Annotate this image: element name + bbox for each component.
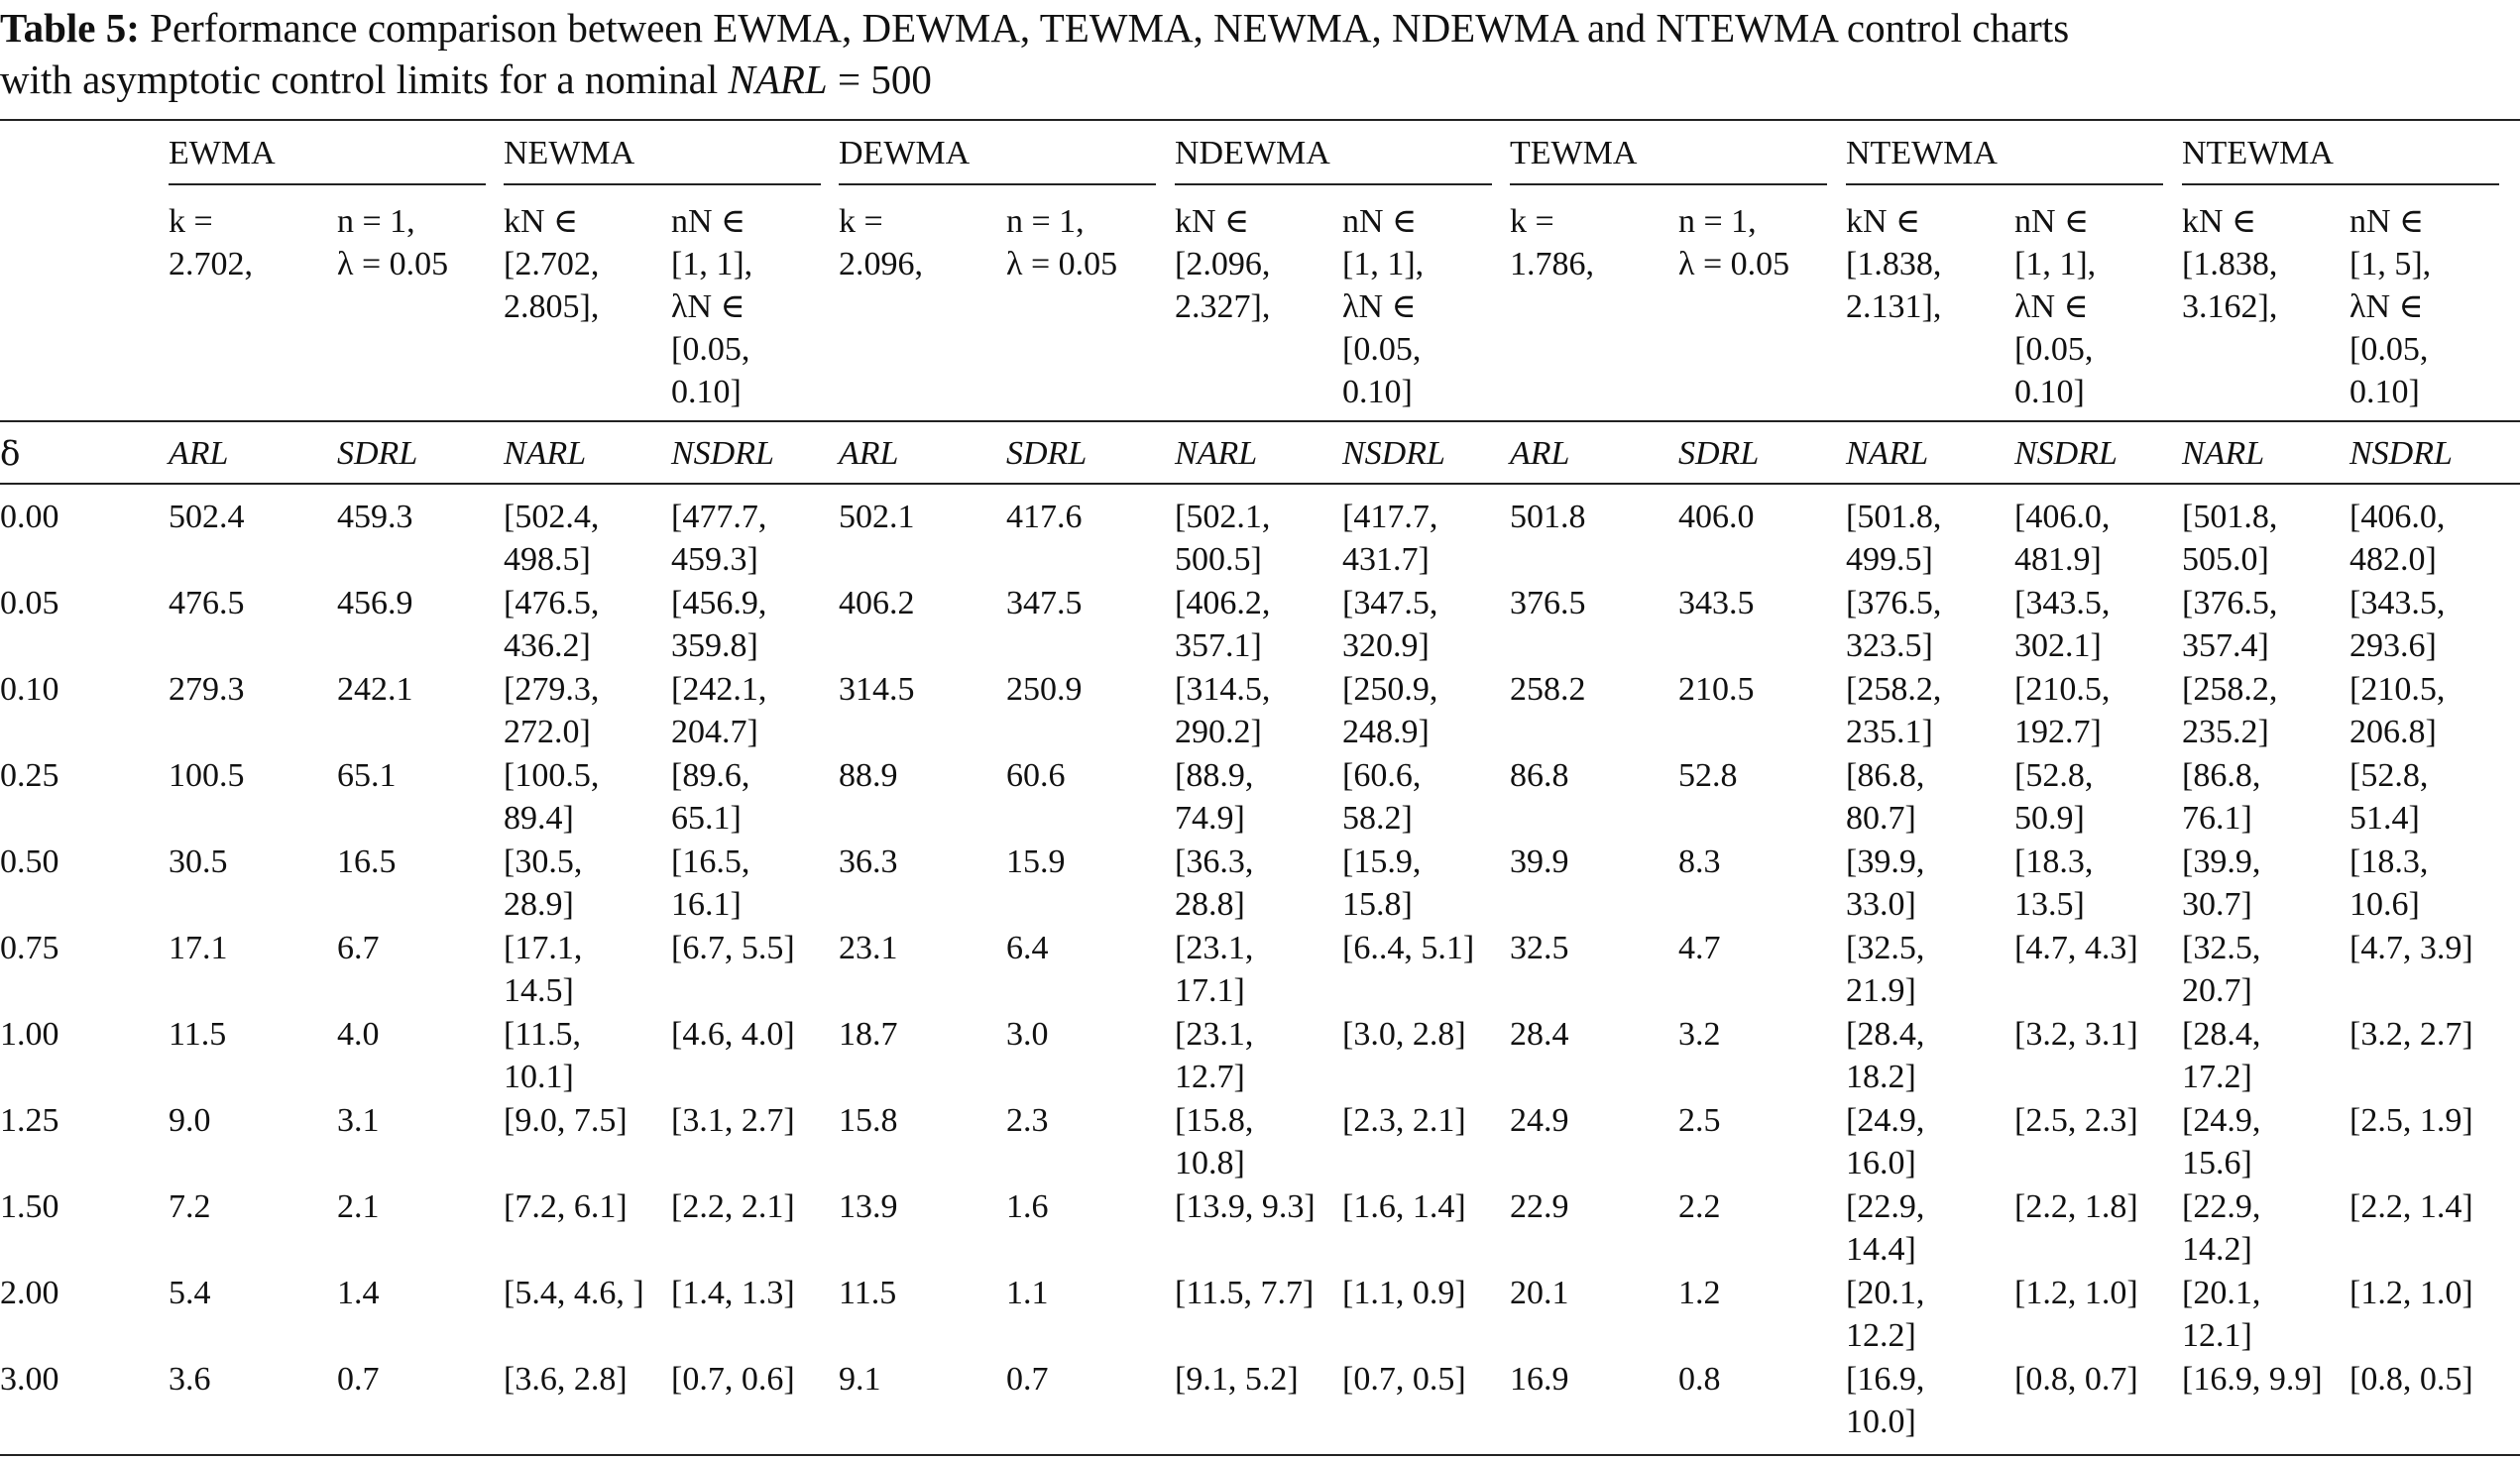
parameter-cell: nN ∈ [1, 1], λN ∈ [0.05, 0.10] [2014,203,2097,410]
parameter-cell: k = 2.096, [839,203,923,282]
table-cell: [9.1, 5.2] [1175,1361,1299,1398]
delta-cell: 0.00 [0,499,59,535]
table-cell: 17.1 [169,930,228,966]
delta-cell: 3.00 [0,1361,59,1398]
table-cell: 6.4 [1006,930,1049,966]
table-cell: [20.1, 12.1] [2182,1275,2261,1354]
table-cell: 15.8 [839,1102,898,1139]
table-cell: [52.8, 51.4] [2349,757,2429,837]
table-cell: 314.5 [839,671,915,708]
table-cell: [23.1, 17.1] [1175,930,1254,1009]
parameter-cell: kN ∈ [1.838, 2.131], [1846,203,1942,325]
table-cell: [0.7, 0.6] [671,1361,795,1398]
table-cell: [2.2, 1.4] [2349,1188,2473,1225]
table-cell: [3.1, 2.7] [671,1102,795,1139]
table-cell: 5.4 [169,1275,211,1311]
table-cell: [0.8, 0.5] [2349,1361,2473,1398]
table-cell: [2.3, 2.1] [1342,1102,1466,1139]
table-cell: [2.2, 2.1] [671,1188,795,1225]
table-cell: 100.5 [169,757,245,794]
table-cell: 3.0 [1006,1016,1049,1053]
table-cell: 52.8 [1678,757,1738,794]
table-cell: [3.0, 2.8] [1342,1016,1466,1053]
table-cell: 23.1 [839,930,898,966]
column-header: ARL [839,435,899,472]
table-cell: [258.2, 235.2] [2182,671,2278,750]
caption-text-3: = 500 [827,56,932,102]
table-cell: 210.5 [1678,671,1755,708]
table-cell: [3.2, 3.1] [2014,1016,2138,1053]
table-cell: [406.2, 357.1] [1175,585,1271,664]
table-cell: [476.5, 436.2] [504,585,600,664]
table-cell: 3.1 [337,1102,380,1139]
table-cell: [88.9, 74.9] [1175,757,1254,837]
table-cell: 60.6 [1006,757,1066,794]
table-cell: [23.1, 12.7] [1175,1016,1254,1095]
table-cell: 16.9 [1510,1361,1569,1398]
table-cell: 11.5 [839,1275,897,1311]
delta-cell: 2.00 [0,1275,59,1311]
table-cell: [501.8, 505.0] [2182,499,2278,578]
table-cell: 86.8 [1510,757,1569,794]
table-cell: [4.7, 4.3] [2014,930,2138,966]
table-cell: [60.6, 58.2] [1342,757,1422,837]
caption-text-2: with asymptotic control limits for a nominal [0,56,729,102]
table-cell: 20.1 [1510,1275,1569,1311]
table-cell: [16.9, 10.0] [1846,1361,1925,1440]
table-cell: [20.1, 12.2] [1846,1275,1925,1354]
table-cell: [9.0, 7.5] [504,1102,628,1139]
column-header: SDRL [1006,435,1088,472]
delta-cell: 1.25 [0,1102,59,1139]
parameter-cell: kN ∈ [2.702, 2.805], [504,203,600,325]
caption-line-2 [0,54,2508,105]
table-cell: 406.2 [839,585,915,621]
table-cell: 376.5 [1510,585,1586,621]
table-cell: [13.9, 9.3] [1175,1188,1316,1225]
table-cell: 9.1 [839,1361,881,1398]
table-cell: 11.5 [169,1016,227,1053]
parameter-cell: k = 1.786, [1510,203,1594,282]
table-cell: [314.5, 290.2] [1175,671,1271,750]
group-header: TEWMA [1510,135,1638,171]
table-cell: [2.5, 2.3] [2014,1102,2138,1139]
table-cell: 3.6 [169,1361,211,1398]
caption-line-1 [0,2,2508,54]
table-cell: [11.5, 7.7] [1175,1275,1315,1311]
table-cell: [376.5, 357.4] [2182,585,2278,664]
group-header: NTEWMA [2182,135,2334,171]
parameter-cell: kN ∈ [1.838, 3.162], [2182,203,2278,325]
delta-cell: 1.00 [0,1016,59,1053]
table-cell: 417.6 [1006,499,1083,535]
table-cell: [18.3, 10.6] [2349,843,2429,923]
table-cell: [24.9, 16.0] [1846,1102,1925,1181]
table-cell: 502.1 [839,499,915,535]
column-header: NSDRL [2014,435,2118,472]
table-cell: [1.6, 1.4] [1342,1188,1466,1225]
table-cell: [4.7, 3.9] [2349,930,2473,966]
group-underline [1175,183,1492,185]
table-cell: 459.3 [337,499,413,535]
parameter-cell: nN ∈ [1, 5], λN ∈ [0.05, 0.10] [2349,203,2432,410]
delta-cell: 0.75 [0,930,59,966]
table-cell: 2.5 [1678,1102,1721,1139]
table-cell: [24.9, 15.6] [2182,1102,2261,1181]
table-cell: [86.8, 80.7] [1846,757,1925,837]
table-cell: [7.2, 6.1] [504,1188,628,1225]
table-cell: [2.5, 1.9] [2349,1102,2473,1139]
group-header: NEWMA [504,135,635,171]
table-cell: [343.5, 293.6] [2349,585,2446,664]
table-cell: [343.5, 302.1] [2014,585,2111,664]
table-cell: [210.5, 206.8] [2349,671,2446,750]
table-cell: [36.3, 28.8] [1175,843,1254,923]
subheader-rule [0,483,2520,485]
bottom-rule [0,1454,2520,1456]
caption-text-1: Performance comparison between EWMA, DEWMA, TEWMA, NEWMA, NDEWMA and NTEWMA control charts [150,5,2070,51]
table-cell: [6..4, 5.1] [1342,930,1475,966]
table-cell: 16.5 [337,843,397,880]
table-cell: [1.4, 1.3] [671,1275,795,1311]
top-rule [0,119,2520,121]
delta-cell: 0.05 [0,585,59,621]
table-cell: 7.2 [169,1188,211,1225]
table-cell: [22.9, 14.4] [1846,1188,1925,1268]
table-cell: [501.8, 499.5] [1846,499,1942,578]
column-header: NSDRL [2349,435,2453,472]
table-cell: [502.4, 498.5] [504,499,600,578]
table-cell: [11.5, 10.1] [504,1016,582,1095]
delta-cell: 0.50 [0,843,59,880]
group-underline [169,183,486,185]
table-cell: 1.4 [337,1275,380,1311]
table-cell: [1.1, 0.9] [1342,1275,1466,1311]
table-cell: [347.5, 320.9] [1342,585,1438,664]
column-header: SDRL [337,435,418,472]
table-cell: 242.1 [337,671,413,708]
group-underline [2182,183,2499,185]
table-cell: 0.7 [1006,1361,1049,1398]
table-cell: [17.1, 14.5] [504,930,583,1009]
parameter-cell: nN ∈ [1, 1], λN ∈ [0.05, 0.10] [1342,203,1425,410]
table-cell: [22.9, 14.2] [2182,1188,2261,1268]
parameter-cell: nN ∈ [1, 1], λN ∈ [0.05, 0.10] [671,203,753,410]
table-cell: [456.9, 359.8] [671,585,767,664]
table-cell: 456.9 [337,585,413,621]
table-cell: 1.6 [1006,1188,1049,1225]
table-cell: 88.9 [839,757,898,794]
table-cell: [250.9, 248.9] [1342,671,1438,750]
table-cell: [279.3, 272.0] [504,671,600,750]
table-cell: 502.4 [169,499,245,535]
column-header: NARL [2182,435,2265,472]
table-cell: 4.7 [1678,930,1721,966]
table-cell: [100.5, 89.4] [504,757,600,837]
parameter-cell: k = 2.702, [169,203,253,282]
table-cell: [417.7, 431.7] [1342,499,1438,578]
caption-variable: NARL [728,56,828,102]
table-cell: [28.4, 18.2] [1846,1016,1925,1095]
column-header: NARL [1846,435,1929,472]
table-cell: [86.8, 76.1] [2182,757,2261,837]
delta-header: δ [0,434,21,474]
table-cell: [406.0, 482.0] [2349,499,2446,578]
table-cell: [406.0, 481.9] [2014,499,2111,578]
group-underline [839,183,1156,185]
table-cell: [32.5, 21.9] [1846,930,1925,1009]
table-cell: [15.9, 15.8] [1342,843,1422,923]
caption-label: Table 5: [0,5,140,51]
table-cell: [28.4, 17.2] [2182,1016,2261,1095]
column-header: NARL [1175,435,1258,472]
table-cell: 18.7 [839,1016,898,1053]
table-cell: 65.1 [337,757,397,794]
table-cell: 36.3 [839,843,898,880]
table-caption [0,2,2508,105]
table-cell: [3.2, 2.7] [2349,1016,2473,1053]
table-cell: 24.9 [1510,1102,1569,1139]
table-cell: [1.2, 1.0] [2349,1275,2473,1311]
column-header: NSDRL [671,435,774,472]
group-header: EWMA [169,135,276,171]
table-cell: 22.9 [1510,1188,1569,1225]
table-cell: [258.2, 235.1] [1846,671,1942,750]
delta-cell: 0.25 [0,757,59,794]
table-cell: 2.3 [1006,1102,1049,1139]
table-cell: [16.9, 9.9] [2182,1361,2323,1398]
parameter-cell: n = 1, λ = 0.05 [1006,203,1118,282]
table-cell: [30.5, 28.9] [504,843,583,923]
table-cell: [39.9, 33.0] [1846,843,1925,923]
table-cell: [2.2, 1.8] [2014,1188,2138,1225]
column-header: NSDRL [1342,435,1445,472]
table-cell: [1.2, 1.0] [2014,1275,2138,1311]
header-rule [0,420,2520,422]
table-cell: 279.3 [169,671,245,708]
table-cell: 258.2 [1510,671,1586,708]
group-header: DEWMA [839,135,971,171]
table-cell: [39.9, 30.7] [2182,843,2261,923]
table-cell: 2.1 [337,1188,380,1225]
table-cell: 406.0 [1678,499,1755,535]
table-cell: 9.0 [169,1102,211,1139]
group-header: NTEWMA [1846,135,1998,171]
column-header: ARL [1510,435,1570,472]
table-cell: [18.3, 13.5] [2014,843,2094,923]
table-cell: 0.8 [1678,1361,1721,1398]
column-header: ARL [169,435,229,472]
table-cell: 13.9 [839,1188,898,1225]
table-cell: 250.9 [1006,671,1083,708]
group-underline [504,183,821,185]
table-cell: 6.7 [337,930,380,966]
table-cell: 2.2 [1678,1188,1721,1225]
table-cell: 1.1 [1006,1275,1049,1311]
table-cell: [32.5, 20.7] [2182,930,2261,1009]
table-cell: [15.8, 10.8] [1175,1102,1254,1181]
table-cell: [52.8, 50.9] [2014,757,2094,837]
column-header: NARL [504,435,587,472]
group-underline [1510,183,1827,185]
table-cell: [5.4, 4.6, ] [504,1275,644,1311]
table-cell: [210.5, 192.7] [2014,671,2111,750]
table-cell: 476.5 [169,585,245,621]
table-cell: [477.7, 459.3] [671,499,767,578]
table-cell: 501.8 [1510,499,1586,535]
table-cell: [3.6, 2.8] [504,1361,628,1398]
table-cell: 347.5 [1006,585,1083,621]
table-cell: 343.5 [1678,585,1755,621]
table-cell: 28.4 [1510,1016,1569,1053]
table-cell: 4.0 [337,1016,380,1053]
table-cell: [242.1, 204.7] [671,671,767,750]
delta-cell: 0.10 [0,671,59,708]
group-header: NDEWMA [1175,135,1330,171]
table-cell: 0.7 [337,1361,380,1398]
table-cell: [16.5, 16.1] [671,843,750,923]
table-cell: 15.9 [1006,843,1066,880]
table-cell: 3.2 [1678,1016,1721,1053]
table-cell: 1.2 [1678,1275,1721,1311]
table-cell: [89.6, 65.1] [671,757,750,837]
parameter-cell: n = 1, λ = 0.05 [337,203,449,282]
table-cell: [0.7, 0.5] [1342,1361,1466,1398]
parameter-cell: kN ∈ [2.096, 2.327], [1175,203,1271,325]
parameter-cell: n = 1, λ = 0.05 [1678,203,1790,282]
table-cell: [6.7, 5.5] [671,930,795,966]
table-cell: 39.9 [1510,843,1569,880]
table-cell: [376.5, 323.5] [1846,585,1942,664]
column-header: SDRL [1678,435,1760,472]
table-cell: [4.6, 4.0] [671,1016,795,1053]
table-cell: [502.1, 500.5] [1175,499,1271,578]
table-cell: 30.5 [169,843,228,880]
group-underline [1846,183,2163,185]
table-cell: [0.8, 0.7] [2014,1361,2138,1398]
table-cell: 32.5 [1510,930,1569,966]
table-cell: 8.3 [1678,843,1721,880]
delta-cell: 1.50 [0,1188,59,1225]
